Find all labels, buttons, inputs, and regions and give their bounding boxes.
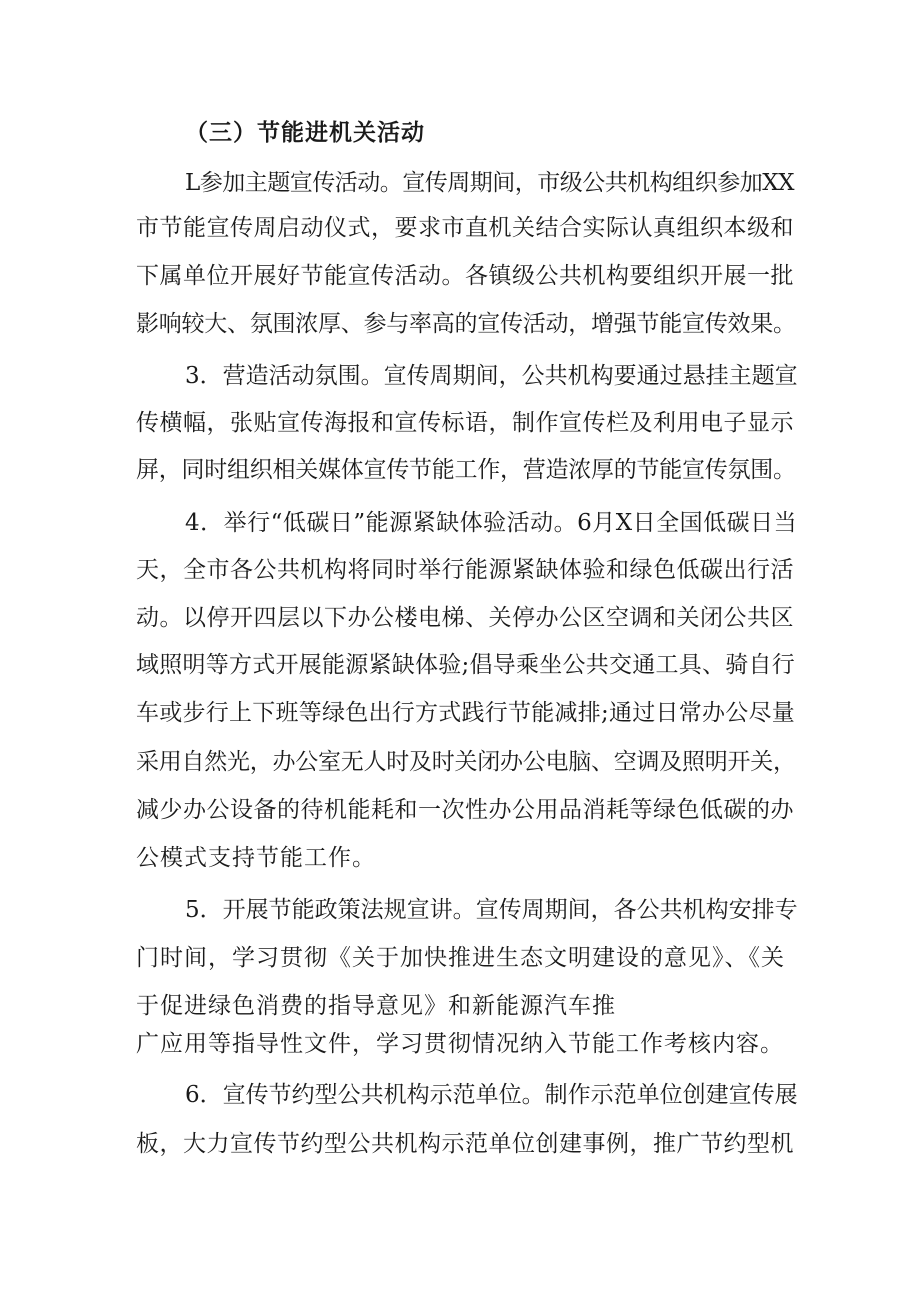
paragraph-line: 板，大力宣传节约型公共机构示范单位创建事例，推广节约型机 (136, 1131, 794, 1157)
paragraph-line: 6．宣传节约型公共机构示范单位。制作示范单位创建宣传展 (185, 1082, 798, 1108)
paragraph-line: L参加主题宣传活动。宣传周期间，市级公共机构组织参加XX (185, 170, 795, 196)
paragraph-line: 减少办公设备的待机能耗和一次性办公用品消耗等绿色低碳的办 (136, 797, 794, 823)
paragraph-line: 广应用等指导性文件，学习贯彻情况纳入节能工作考核内容。 (136, 1031, 784, 1057)
paragraph-line: 下属单位开展好节能宣传活动。各镇级公共机构要组织开展一批 (136, 263, 794, 289)
paragraph-line: 车或步行上下班等绿色出行方式践行节能减排;通过日常办公尽量 (136, 700, 795, 726)
paragraph-line: 影响较大、氛围浓厚、参与率高的宣传活动，增强节能宣传效果。 (136, 311, 796, 337)
paragraph-line: 公模式支持节能工作。 (136, 845, 376, 871)
paragraph-line: 传横幅，张贴宣传海报和宣传标语，制作宣传栏及利用电子显示 (136, 410, 794, 436)
paragraph-line: 于促进绿色消费的指导意见》和新能源汽车推 (136, 993, 616, 1019)
paragraph-line: 屏，同时组织相关媒体宣传节能工作，营造浓厚的节能宣传氛围。 (136, 457, 796, 483)
paragraph-line: 天，全市各公共机构将同时举行能源紧缺体验和绿色低碳出行活 (136, 557, 794, 583)
paragraph-line: 域照明等方式开展能源紧缺体验;倡导乘坐公共交通工具、骑自行 (136, 652, 795, 678)
paragraph-line: 3．营造活动氛围。宣传周期间，公共机构要通过悬挂主题宣 (185, 363, 798, 389)
paragraph-line: 动。以停开四层以下办公楼电梯、关停办公区空调和关闭公共区 (136, 605, 794, 631)
paragraph-line: 采用自然光，办公室无人时及时关闭办公电脑、空调及照明开关， (136, 749, 796, 775)
section-heading: （三）节能进机关活动 (185, 119, 425, 146)
paragraph-line: 市节能宣传周启动仪式，要求市直机关结合实际认真组织本级和 (136, 215, 794, 241)
paragraph-line: 门时间，学习贯彻《关于加快推进生态文明建设的意见》、《关 (136, 945, 785, 971)
paragraph-line: 5．开展节能政策法规宣讲。宣传周期间，各公共机构安排专 (185, 897, 798, 923)
paragraph-line: 4．举行“低碳日”能源紧缺体验活动。6月X日全国低碳日当 (185, 510, 798, 536)
